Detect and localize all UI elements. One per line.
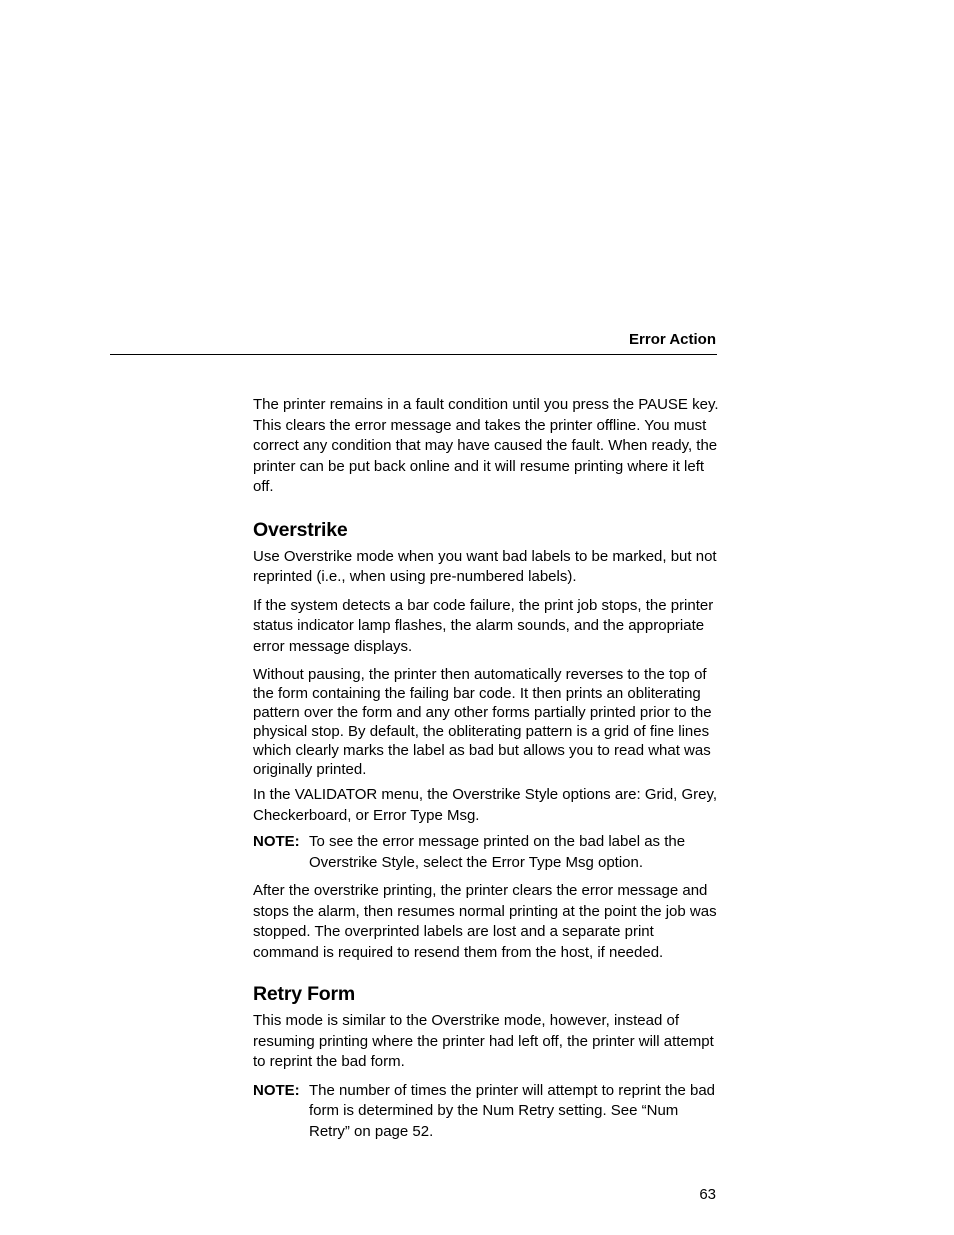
retry-form-paragraph-1: This mode is similar to the Overstrike mode, however, instead of resuming printing where the printer had left off, the printer will attempt to reprint the bad form.: [253, 1012, 714, 1070]
retry-form-heading: Retry Form: [253, 983, 356, 1005]
note-label: NOTE:: [253, 1081, 300, 1099]
overstrike-note: [253, 832, 719, 873]
running-header: Error Action: [629, 331, 716, 348]
note-label: NOTE:: [253, 833, 300, 850]
overstrike-paragraph-1: Use Overstrike mode when you want bad labels to be marked, but not reprinted (i.e., when using pre-numbered labels).: [253, 547, 717, 585]
overstrike-paragraph-3: Without pausing, the printer then automatically reverses to the top of the form containing the failing bar code. It then prints an obliterating pattern over the form and any other forms partially printed prior to the physical stop. By default, the obliterating pattern is a grid of fine lines which clearly marks the label as bad but allows you to read what was originally printed.: [253, 666, 712, 778]
overstrike-heading: Overstrike: [253, 518, 348, 541]
intro-paragraph: The printer remains in a fault condition until you press the PAUSE key. This clears the error message and takes the printer offline. You must correct any condition that may have caused the fault. When ready, the printer can be put back online and it will resume printing where it left off.: [253, 396, 719, 495]
body-content: [253, 395, 719, 1142]
overstrike-paragraph-4: In the VALIDATOR menu, the Overstrike Style options are: Grid, Grey, Checkerboard, or Error Type Msg.: [253, 786, 718, 824]
header-rule: [110, 354, 717, 355]
page-number: 63: [699, 1186, 716, 1203]
note-text: To see the error message printed on the bad label as the Overstrike Style, select the Error Type Msg option.: [309, 833, 686, 871]
note-text: The number of times the printer will attempt to reprint the bad form is determined by the Num Retry setting. See “Num Retry” on page 52.: [309, 1081, 716, 1140]
retry-form-note: [253, 1081, 719, 1143]
overstrike-paragraph-5: After the overstrike printing, the printer clears the error message and stops the alarm, then resumes normal printing at the point the job was stopped. The overprinted labels are lost and a separate print command is required to resend them from the host, if needed.: [253, 882, 717, 961]
overstrike-paragraph-2: If the system detects a bar code failure, the print job stops, the printer status indicator lamp flashes, the alarm sounds, and the appropriate error message displays.: [253, 596, 714, 655]
